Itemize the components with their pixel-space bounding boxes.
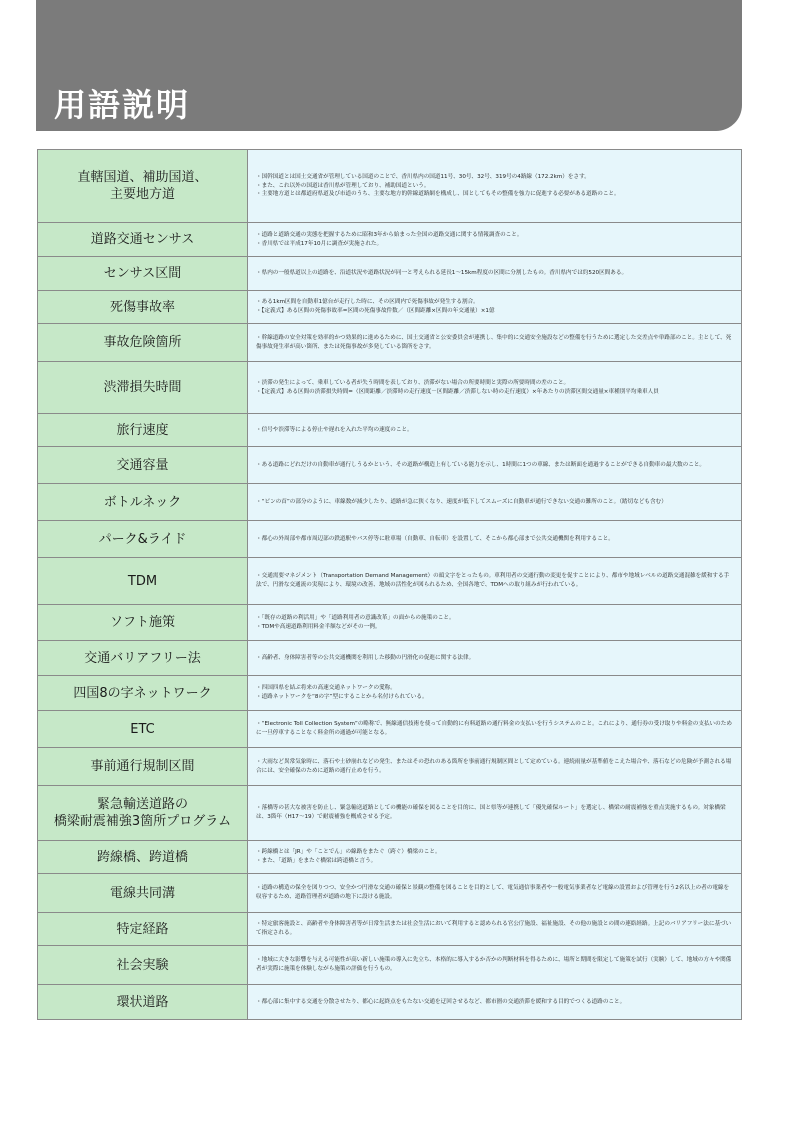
- glossary-term: 緊急輸送道路の 橋梁耐震補強3箇所プログラム: [38, 786, 248, 841]
- glossary-term: ETC: [38, 711, 248, 748]
- glossary-term: 事前通行規制区間: [38, 748, 248, 786]
- glossary-term: 死傷事故率: [38, 291, 248, 324]
- glossary-description: [248, 414, 742, 447]
- description-line: ・渋滞の発生によって、乗車している者が失う時間を表しており、渋滞がない場合の所要時間と実際の所要時間の差のこと。: [256, 379, 570, 386]
- description-line: ・道路と道路交通の実態を把握するために昭和3年から始まった全国の道路交通に関する情報調査のこと。: [256, 231, 523, 238]
- glossary-description: [248, 447, 742, 484]
- glossary-description: [248, 257, 742, 291]
- glossary-row: [38, 521, 742, 558]
- glossary-term: 交通バリアフリー法: [38, 641, 248, 676]
- description-line: ・大雨など異常気象時に、落石や土砂崩れなどの発生、またはその恐れのある箇所を事前通行規制区間として定めている。連続雨量が基準値をこえた場合や、落石などの危険が予測される場合には、安全確保のために道路の通行止めを行う。: [256, 758, 732, 774]
- glossary-term: 渋滞損失時間: [38, 362, 248, 414]
- glossary-row: [38, 150, 742, 223]
- description-line: ・また、これ以外の国道は香川県が管理しており、補助国道という。: [256, 182, 430, 189]
- description-line: ・道路ネットワークを“8の字”型にすることから名付けられている。: [256, 694, 428, 700]
- description-line: ・都心の外周部や都市周辺部の鉄道駅やバス停等に駐車場（自動車、自転車）を設置して、そこから都心部まで公共交通機関を利用すること。: [256, 535, 614, 542]
- glossary-row: [38, 362, 742, 414]
- glossary-term: 交通容量: [38, 447, 248, 484]
- description-line: ・また、「道路」をまたぐ橋梁は跨道橋と言う。: [256, 858, 377, 864]
- glossary-term: パーク&ライド: [38, 521, 248, 558]
- glossary-row: [38, 841, 742, 874]
- description-line: ・信号や渋滞等による停止や遅れを入れた平均の速度のこと。: [256, 426, 413, 433]
- description-line: ・道路の構造の保全を図りつつ、安全かつ円滑な交通の確保と景観の整備を図ることを目的として、電気通信事業者や一般電気事業者など電線の設置および管理を行う2名以上の者の電線を収容するため、道路管理者が道路の地下に設ける施設。: [256, 885, 730, 900]
- description-line: ・「既存の道路の利活用」や「道路利用者の意識改革」の面からの施策のこと。: [256, 614, 455, 621]
- glossary-row: [38, 414, 742, 447]
- description-line: ・“ビンの首”の部分のように、車線数が減少したり、道路が急に狭くなり、速度が低下してスムーズに自動車が通行できない交通の難所のこと。（踏切なども含む）: [256, 498, 667, 505]
- glossary-term: ボトルネック: [38, 484, 248, 521]
- description-line: ・四国四県を結ぶ将来の高速交通ネットワークの愛称。: [256, 685, 396, 692]
- description-line: ・TDMや高速道路利用料金半額などがその一例。: [256, 623, 381, 630]
- glossary-term: TDM: [38, 558, 248, 605]
- description-line: ・香川県では平成17年10月に調査が実施された。: [256, 240, 383, 247]
- glossary-row: [38, 324, 742, 362]
- glossary-description: [248, 711, 742, 748]
- glossary-description: [248, 223, 742, 257]
- glossary-term: 四国8の字ネットワーク: [38, 676, 248, 711]
- glossary-description: [248, 841, 742, 874]
- glossary-term: 事故危険箇所: [38, 324, 248, 362]
- glossary-row: [38, 985, 742, 1020]
- glossary-description: [248, 291, 742, 324]
- glossary-description: [248, 150, 742, 223]
- glossary-term: センサス区間: [38, 257, 248, 291]
- glossary-row: [38, 874, 742, 913]
- glossary-description: [248, 605, 742, 641]
- glossary-term: 直轄国道、補助国道、 主要地方道: [38, 150, 248, 223]
- glossary-term: 電線共同溝: [38, 874, 248, 913]
- glossary-row: [38, 786, 742, 841]
- glossary-term: ソフト施策: [38, 605, 248, 641]
- glossary-row: [38, 223, 742, 257]
- description-line: ・国幹国道とは国土交通省が管理している国道のことで、香川県内の国道11号、30号、32号、319号の4路線（172.2km）をさす。: [256, 174, 590, 181]
- glossary-row: [38, 641, 742, 676]
- glossary-row: [38, 257, 742, 291]
- glossary-table: [37, 149, 742, 1020]
- glossary-description: [248, 913, 742, 946]
- glossary-term: 環状道路: [38, 985, 248, 1020]
- description-line: ・地域に大きな影響を与える可能性が高い新しい施策の導入に先立ち、本格的に導入するか否かの判断材料を得るために、場所と期間を限定して施策を試行（実験）して、地域の方々や関係者が実際に施策を体験しながら施策の評価を行うもの。: [256, 957, 732, 972]
- glossary-row: [38, 913, 742, 946]
- description-line: ・交通需要マネジメント（Transportation Demand Management）の頭文字をとったもの。車利用者の交通行動の変更を促すことにより、都市や地域レベルの道路交通混雑を緩和する手法で、円滑な交通流の実現により、環境の改善、地域の活性化が図られるため、全国各地で、TDMへの取り組みが行われている。: [256, 573, 730, 588]
- glossary-row: [38, 711, 742, 748]
- glossary-description: [248, 362, 742, 414]
- glossary-row: [38, 291, 742, 324]
- description-line: ・幹線道路の安全対策を効率的かつ効果的に進めるために、国土交通省と公安委員会が連携し、集中的に交通安全施設などの整備を行うために選定した交差点や単路部のこと。主として、死傷事故発生率が高い箇所、または死傷事故が多発している箇所をさす。: [256, 334, 732, 350]
- glossary-description: [248, 641, 742, 676]
- description-line: ・“Electronic Toll Collection System”の略称で、無線通信技術を使って自動的に有料道路の通行料金の支払いを行うシステムのこと。これにより、通行券の受け取りや料金の支払いのために一旦停車することなく料金所の通過が可能となる。: [256, 721, 732, 736]
- description-line: ・【定義式】ある区間の死傷事故率=区間の死傷事故件数／（区間距離×区間の年交通量）×1億: [256, 308, 495, 314]
- glossary-row: [38, 676, 742, 711]
- glossary-row: [38, 447, 742, 484]
- glossary-row: [38, 748, 742, 786]
- description-line: ・都心部に集中する交通を分散させたり、都心に起終点をもたない交通を迂回させるなど、都市圏の交通渋滞を緩和する目的でつくる道路のこと。: [256, 998, 626, 1005]
- glossary-description: [248, 748, 742, 786]
- description-line: ・特定旅客施設と、高齢者や身体障害者等が日常生活または社会生活において利用すると認められる官公庁施設、福祉施設、その他の施設との間の連絡経路。上記のバリアフリー法に基づいて指定される。: [256, 921, 732, 936]
- glossary-row: [38, 558, 742, 605]
- description-line: ・高齢者、身体障害者等の公共交通機関を利用した移動の円滑化の促進に関する法律。: [256, 654, 475, 661]
- description-line: ・ある1km区間を自動車1億台が走行した時に、その区間内で死傷事故が発生する割合。: [256, 299, 479, 306]
- glossary-description: [248, 521, 742, 558]
- description-line: ・落橋等の甚大な被害を防止し、緊急輸送道路としての機能の確保を図ることを目的に、国と県等が連携して「優先確保ルート」を選定し、橋梁の耐震補強を重点実施するもの。対象橋梁は、3箇年（H17～19）で耐震補強を概成させる予定。: [256, 805, 726, 820]
- glossary-row: [38, 946, 742, 985]
- glossary-description: [248, 946, 742, 985]
- glossary-term: 道路交通センサス: [38, 223, 248, 257]
- glossary-description: [248, 874, 742, 913]
- description-line: ・ある道路にどれだけの自動車が通行しうるかという、その道路が構造上有している能力を示し、1時間に1つの車線、または断面を通過することができる自動車の最大数のこと。: [256, 461, 706, 468]
- glossary-description: [248, 484, 742, 521]
- glossary-description: [248, 786, 742, 841]
- glossary-description: [248, 676, 742, 711]
- page-header: [36, 0, 742, 131]
- glossary-term: 旅行速度: [38, 414, 248, 447]
- glossary-description: [248, 985, 742, 1020]
- glossary-description: [248, 558, 742, 605]
- glossary-row: [38, 484, 742, 521]
- glossary-term: 跨線橋、跨道橋: [38, 841, 248, 874]
- glossary-term: 特定経路: [38, 913, 248, 946]
- description-line: ・跨線橋とは「JR」や「ことでん」の線路をまたぐ（跨ぐ）橋梁のこと。: [256, 849, 441, 856]
- description-line: ・【定義式】ある区間の渋滞損失時間=（区間距離／渋滞時の走行速度－区間距離／渋滞しない時の走行速度）×年あたりの渋滞区間交通量×車種別平均乗車人員: [256, 388, 659, 395]
- glossary-row: [38, 605, 742, 641]
- page-title: 用語説明: [54, 86, 191, 124]
- glossary-term: 社会実験: [38, 946, 248, 985]
- description-line: ・県内の一般県道以上の道路を、沿道状況や道路状況が同一と考えられる延長1～15km程度の区間に分割したもの。香川県内では約520区間ある。: [256, 270, 628, 277]
- glossary-description: [248, 324, 742, 362]
- description-line: ・主要地方道とは都道府県道及び市道のうち、主要な地方的幹線道路網を構成し、国としてもその整備を強力に促進する必要がある道路のこと。: [256, 191, 620, 198]
